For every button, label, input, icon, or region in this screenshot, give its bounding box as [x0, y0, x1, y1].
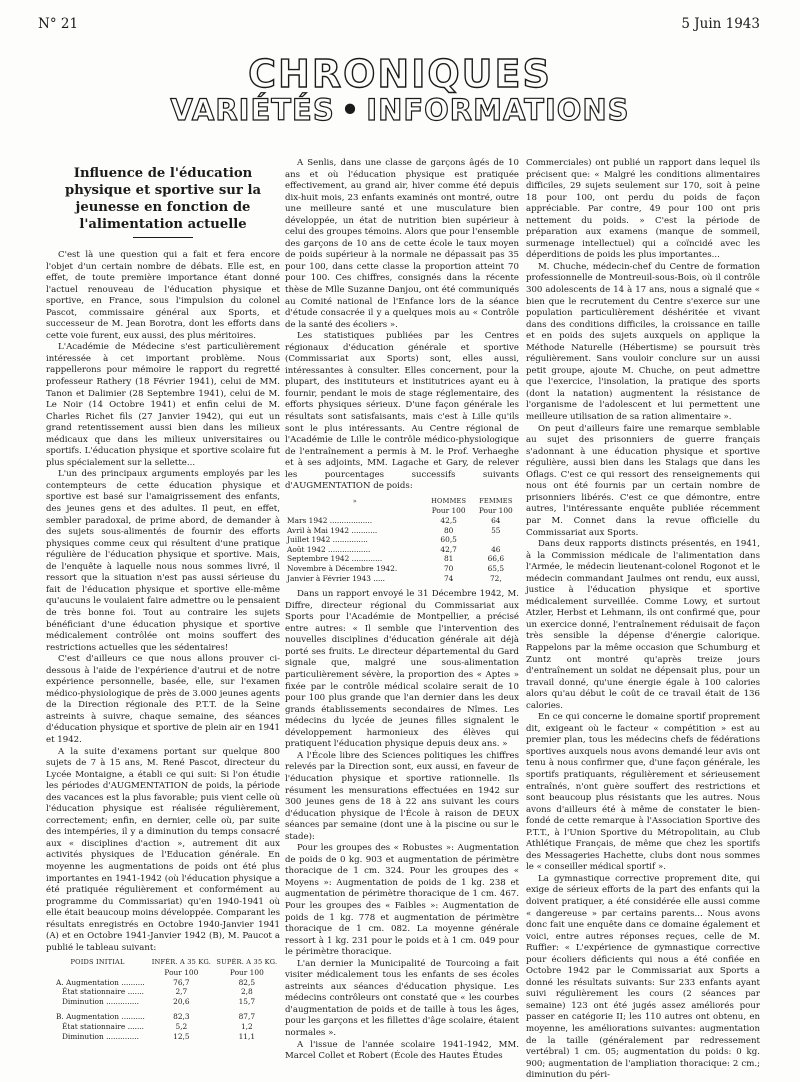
table-row: Diminution .............. 12,5 11,1	[62, 1031, 256, 1041]
table-row: Janvier à Février 1943 ..... 74 72,	[287, 573, 502, 583]
table-unit: Pour 100	[164, 967, 199, 977]
table-row: État stationnaire ....... 5,2 1,2	[62, 1021, 253, 1031]
paragraph: Pour les groupes des « Robustes »: Augmentation de poids de 0 kg. 903 et augmentation de périmètre thoracique de 1 cm. 324. Pour les groupes des « Moyens »: Augmentation de poids de 1 kg. 238 et augmentation de périmètre thoracique de 1 cm. 467. Pour les groupes des « Faibles »: Augmentation de poids de 1 kg. 778 et augmentation de périmètre thoracique de 1 cm. 082. La moyenne générale ressort à 1 kg. 231 pour le poids et à 1 cm. 049 pour le périmètre thoracique.	[285, 843, 519, 958]
table-row: État stationnaire ....... 2,7 2,8	[62, 987, 253, 997]
column-2	[285, 158, 519, 1063]
paragraph: L'an dernier la Municipalité de Tourcoing a fait visiter médicalement tous les enfants de ses écoles astreints aux séances d'éducation physique. Les médecins contrôleurs ont constaté que « les courbes d'augmentation de poids et de taille à tous les âges, pour les garçons et les fillettes d'âge scolaire, étaient normales ».	[285, 958, 519, 1038]
paragraph: Les statistiques publiées par les Centres régionaux d'éducation générale et sportive (Commissariat aux Sports) sont, elles aussi, intéressantes à consulter. Elles concernent, pour la plupart, des instituteurs et institutrices ayant eu à fournir, pendant le mois de stage réglementaire, des efforts physiques sérieux. D'une façon générale les résultats sont satisfaisants, mais c'est à Lille qu'ils sont le plus intéressants. Au Centre régional de l'Académie de Lille le contrôle médico-physiologique de l'entraînement a permis à M. le Prof. Verhaeghe et à ses adjoints, MM. Lagache et Gary, de relever les pourcentages successifs suivants d'AUGMENTATION de poids:	[285, 331, 519, 492]
paragraph: L'un des principaux arguments employés par les contempteurs de cette éducation physique et sportive est basé sur l'amaigrissement des enfants, des jeunes gens et des adultes. Il peut, en effet, sembler paradoxal, de prime abord, de demander à des sujets sous-alimentés de fournir des efforts physiques comme ceux qui résultent d'une pratique régulière de l'éducation physique et sportive. Mais, de l'enquête à laquelle nous nous sommes livré, il ressort que la situation n'est pas aussi sérieuse du fait de l'éducation physique et sportive elle-même qu'aucuns le voulaient faire admettre ou le pensaient de très bonne foi. Tout au contraire les sujets bénéficiant d'une éducation physique et sportive médicalement contrôlée ont moins souffert des restrictions actuelles que les sédentaires!	[46, 469, 280, 653]
table-row: Avril à Mai 1942 ........... 80 55	[287, 525, 501, 535]
table-row: Juillet 1942 ............... 60,5	[287, 535, 457, 545]
masthead-varietes: VARIÉTÉS	[170, 93, 335, 127]
table-unit: Pour 100	[431, 506, 466, 516]
masthead-title: CHRONIQUES	[248, 52, 552, 96]
paragraph: L'Académie de Médecine s'est particulièrement intéressée à cet important problème. Nous rappellerons pour mémoire le rapport du regretté professeur Rathery (18 Février 1941), celui de MM. Tanon et Dalimier (28 Septembre 1941), celui de M. Le Noir (14 Octobre 1941) et enfin celui de M. Charles Richet fils (27 Janvier 1942), qui eut un grand retentissement aussi bien dans les milieux médicaux que dans les milieux universitaires ou sportifs. L'éducation physique et sportive scolaire fut plus spécialement sur la sellette...	[46, 342, 280, 468]
column-1	[46, 165, 280, 1047]
paragraph: Dans deux rapports distincts présentés, en 1941, à la Commission médicale de l'alimentation dans l'Armée, le médecin lieutenant-colonel Rogonot et le médecin commandant Jaulmes ont rendu, eux aussi, justice à l'éducation physique et sportive médicalement surveillée. Comme Lowy, et surtout Atzler, Herbst et Lehmann, ils ont confirmé que, pour un exercice donné, l'entraînement réduisait de façon très sensible la dépense d'énergie calorique. Rappelons par la même occasion que Schumburg et Zuntz ont montré qu'après treize jours d'entraînement un soldat ne dépensait plus, pour un travail donné, qu'une énergie égale à 100 calories alors qu'au début le coût de ce travail était de 136 calories.	[526, 539, 760, 711]
table-header: INFÉR. A 35 KG.	[151, 958, 212, 967]
paragraph: A la suite d'examens portant sur quelque 800 sujets de 7 à 15 ans, M. René Pascot, directeur du Lycée Montaigne, a établi ce qui suit: Si l'on étudie les périodes d'AUGMENTATION de poids, la période des vacances est la plus favorable; puis vient celle où l'éducation physique est réalisée régulièrement, correctement; enfin, en dernier, celle où, par suite des intempéries, il y a diminution du temps consacré aux « disciplines d'action », autrement dit aux activités physiques de l'Education générale. En moyenne les augmentations de poids ont été plus importantes en 1941-1942 (où l'éducation physique a été pratiquée régulièrement et conformément au programme du Commissariat) qu'en 1940-1941 où elle était beaucoup moins développée. Comparant les résultats enregistrés en Octobre 1940-Janvier 1941 (A) et en Octobre 1941-Janvier 1942 (B), M. Paucot a publié le tableau suivant:	[46, 746, 280, 953]
masthead-bullet: •	[340, 93, 361, 127]
paragraph: On peut d'ailleurs faire une remarque semblable au sujet des prisonniers de guerre français s'adonnant à une éducation physique et sportive régulière, aussi bien dans les Stalags que dans les Oflags. C'est ce qui ressort des renseignements qui nous ont été fournis par un certain nombre de prisonniers libérés. C'est ce que démontre, entre autres, l'intéressante enquête publiée récemment par M. Connet dans la revue officielle du Commissariat aux Sports.	[526, 423, 760, 538]
masthead-informations: INFORMATIONS	[366, 93, 630, 127]
table-unit: Pour 100	[478, 506, 513, 516]
table-row: Mars 1942 .................. 42,5 64	[287, 516, 501, 526]
weight-table-ab	[46, 958, 280, 1041]
paragraph: A Senlis, dans une classe de garçons âgés de 10 ans et où l'éducation physique est pratiquée effectivement, au grand air, hiver comme été depuis dix-huit mois, 23 enfants examinés ont montré, outre une meilleure santé et une musculature bien développée, un état de nutrition bien supérieur à celui des groupes témoins. Alors que pour l'ensemble des garçons de 10 ans de cette école le taux moyen de poids supérieur à la normale ne dépassait pas 35 pour 100, dans cette classe la proportion atteint 70 pour 100. Ces chiffres, consignés dans la récente thèse de Mlle Suzanne Danjou, ont été communiqués au Comité national de l'Enfance lors de la séance d'étude consacrée il y a quelques mois au « Contrôle de la santé des écoliers ».	[285, 158, 519, 330]
table-row: B. Augmentation .......... 82,3 87,7	[56, 1012, 256, 1022]
table-row: A. Augmentation .......... 76,7 82,5	[56, 977, 256, 987]
paragraph: A l'École libre des Sciences politiques les chiffres relevés par la Direction sont, eux aussi, en faveur de l'éducation physique et sportive rationnelle. Ils résument les mensurations effectuées en 1942 sur 300 jeunes gens de 18 à 22 ans suivant les cours d'éducation physique de l'École à raison de DEUX séances par semaine (dont une à la piscine ou sur le stade):	[285, 750, 519, 842]
table-header: FEMMES	[479, 496, 513, 505]
paragraph: C'est d'ailleurs ce que nous allons prouver ci-dessous à l'aide de l'expérience d'autrui et de notre expérience personnelle, basée, elle, sur l'examen médico-physiologique de près de 3.000 jeunes agents de la Direction régionale des P.T.T. de la Seine astreints à suivre, chaque semaine, des séances d'éducation physique et sportive de plein air en 1941 et 1942.	[46, 654, 280, 745]
table-row: Novembre à Décembre 1942. 70 65,5	[287, 564, 505, 574]
paragraph: Dans un rapport envoyé le 31 Décembre 1942, M. Diffre, directeur régional du Commissariat aux Sports pour l'Académie de Montpellier, a précisé entre autres: « Il semble que l'intervention des nouvelles disciplines d'éducation générale ait déjà porté ses fruits. Le directeur départemental du Gard signale que, malgré une sous-alimentation particulièrement sévère, la proportion des « Aptes » fixée par le contrôle médical scolaire serait de 10 pour 100 plus grande que l'an dernier dans les deux grands établissements secondaires de Nîmes. Les médecins du lycée de jeunes filles signalent le développement harmonieux des élèves qui pratiquent l'éducation physique depuis deux ans. »	[285, 589, 519, 750]
table-unit: Pour 100	[229, 967, 264, 977]
paragraph: En ce qui concerne le domaine sportif proprement dit, exigeant où le facteur « compétition » est au premier plan, tous les médecins chefs de fédérations sportives auxquels nous avons demandé leur avis ont tenu à nous confirmer que, d'une façon générale, les sportifs pratiquants, régulièrement et sérieusement entraînés, n'ont guère souffert des restrictions et sont beaucoup plus résistants que les autres. Nous avons d'ailleurs été à même de constater le bien-fondé de cette remarque à l'Association Sportive des P.T.T., à l'Union Sportive du Métropolitain, au Club Athlétique Français, de même que chez les sportifs des Messageries Hachette, clubs dont nous sommes le « conseiller médical sportif ».	[526, 712, 760, 873]
paragraph: Commerciales) ont publié un rapport dans lequel ils précisent que: « Malgré les conditions alimentaires difficiles, 29 sujets seulement sur 170, soit à peine 18 pour 100, ont perdu du poids de façon appréciable. Par contre, 49 pour 100 ont pris nettement du poids. » C'est la période de préparation aux examens (manque de sommeil, surmenage intellectuel) qui a coïncidé avec les déperditions de poids les plus importantes...	[526, 158, 760, 261]
article-title: Influence de l'éducation physique et sportive sur la jeunesse en fonction de l'alimentation actuelle	[64, 166, 261, 232]
paragraph: La gymnastique corrective proprement dite, qui exige de sérieux efforts de la part des enfants qui la doivent pratiquer, a été considérée elle aussi comme « dangereuse » par certains parents... Nous avons donc fait une enquête dans ce domaine également et voici, entre autres réponses reçues, celle de M. Ruffier: « L'expérience de gymnastique corrective pour écoliers déficients qui nous a été confiée en Octobre 1942 par le Commissariat aux Sports a donné les résultats suivants: Sur 233 enfants ayant suivi régulièrement les cours (2 séances par semaine) 123 ont été jugés assez améliorés pour passer en catégorie II; les 110 autres ont obtenu, en moyenne, les améliorations suivantes: augmentation de la taille (généralement par redressement vertébral) 1 cm. 05; augmentation du poids: 0 kg. 900; augmentation de l'ampliation thoracique: 2 cm.; diminution du péri-	[526, 873, 760, 1081]
table-row: Août 1942 .................. 42,7 46	[287, 544, 501, 554]
paragraph: A l'issue de l'année scolaire 1941-1942, MM. Marcel Collet et Robert (École des Hautes Études	[285, 1039, 519, 1062]
table-header: »	[352, 496, 357, 505]
table-row: Diminution .............. 20,6 15,7	[62, 996, 256, 1006]
paragraph: C'est là une question qui a fait et fera encore l'objet d'un certain nombre de débats. Elle est, en effet, de toute première importance étant donné l'actuel renouveau de l'éducation physique et sportive, en France, sous l'impulsion du colonel Pascot, commissaire général aux Sports, et successeur de M. Jean Borotra, dont les efforts dans cette voie furent, eux aussi, des plus méritoires.	[46, 250, 280, 341]
paragraph: M. Chuche, médecin-chef du Centre de formation professionnelle de Montreuil-sous-Bois, où il contrôle 300 adolescents de 14 à 17 ans, nous a signalé que « bien que le recrutement du Centre s'exerce sur une population particulièrement déshéritée et vivant dans des conditions difficiles, la croissance en taille et en poids des sujets auxquels on applique la Méthode Naturelle (Hébertisme) se poursuit très régulièrement. Sans vouloir conclure sur un aussi petit groupe, ajoute M. Chuche, on peut admettre que l'exercice, l'insolation, la pratique des sports (dont la natation) augmentent la résistance de l'organisme de l'adolescent et lui permettent une meilleure utilisation de sa ration alimentaire ».	[526, 261, 760, 423]
table-header: SUPÉR. A 35 KG.	[216, 958, 278, 967]
issue-number: N° 21	[38, 16, 79, 32]
table-header: HOMMES	[431, 496, 467, 505]
issue-date: 5 Juin 1943	[681, 16, 760, 32]
column-3	[526, 158, 760, 1082]
table-row: Septembre 1942 ............. 81 66,6	[287, 554, 505, 564]
table-header: POIDS INITIAL	[70, 958, 125, 967]
page-header	[38, 10, 760, 36]
lille-weight-table	[285, 497, 519, 583]
title-divider	[133, 237, 193, 238]
masthead-subtitle	[0, 93, 800, 127]
